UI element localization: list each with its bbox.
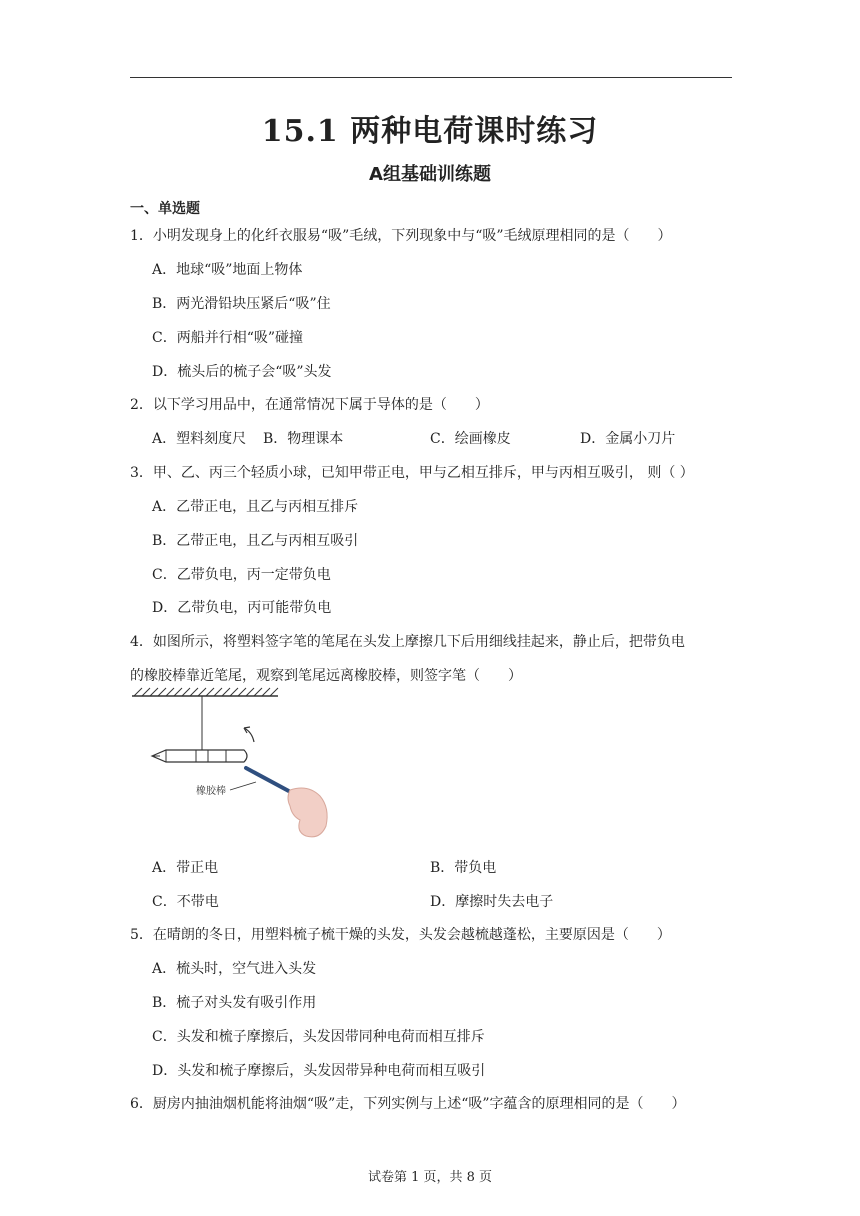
question-3-option-a: A．乙带正电，且乙与丙相互排斥 bbox=[152, 499, 359, 515]
question-2-option-a: A．塑料刻度尺 bbox=[152, 431, 247, 447]
question-5-option-a: A．梳头时，空气进入头发 bbox=[152, 961, 317, 977]
question-4-option-a: A．带正电 bbox=[152, 860, 219, 876]
question-4-option-b: B．带负电 bbox=[430, 860, 497, 876]
pen bbox=[152, 750, 247, 762]
question-2-option-b: B．物理课本 bbox=[263, 431, 344, 447]
question-6-stem: 6．厨房内抽油烟机能将油烟“吸”走，下列实例与上述“吸”字蕴含的原理相同的是（ ） bbox=[130, 1096, 686, 1112]
page-title: 15.1 两种电荷课时练习 bbox=[261, 114, 599, 149]
question-3-option-d: D．乙带负电，丙可能带负电 bbox=[152, 600, 332, 616]
page-subtitle: A组基础训练题 bbox=[369, 164, 491, 185]
question-5-stem: 5．在晴朗的冬日，用塑料梳子梳干燥的头发，头发会越梳越蓬松，主要原因是（ ） bbox=[130, 927, 671, 943]
question-4-stem-line-1: 4．如图所示，将塑料签字笔的笔尾在头发上摩擦几下后用细线挂起来，静止后，把带负电 bbox=[130, 634, 685, 650]
question-1-stem: 1．小明发现身上的化纤衣服易“吸”毛绒，下列现象中与“吸”毛绒原理相同的是（ ） bbox=[130, 228, 672, 244]
question-1-option-a: A．地球“吸”地面上物体 bbox=[152, 262, 303, 278]
question-4-option-d: D．摩擦时失去电子 bbox=[430, 894, 554, 910]
pen-rubber-rod-figure bbox=[130, 686, 350, 846]
question-3-option-c: C．乙带负电，丙一定带负电 bbox=[152, 567, 331, 583]
question-1-option-d: D．梳头后的梳子会“吸”头发 bbox=[152, 364, 332, 380]
page-footer: 试卷第 1 页，共 8 页 bbox=[367, 1170, 493, 1185]
question-5-option-d: D．头发和梳子摩擦后，头发因带异种电荷而相互吸引 bbox=[152, 1063, 486, 1079]
question-3-option-b: B．乙带正电，且乙与丙相互吸引 bbox=[152, 533, 359, 549]
section-heading: 一、单选题 bbox=[130, 201, 200, 217]
ceiling-hatch bbox=[132, 688, 278, 696]
header-rule bbox=[130, 77, 732, 78]
hand bbox=[288, 788, 327, 837]
question-1-option-c: C．两船并行相“吸”碰撞 bbox=[152, 330, 304, 346]
question-4-option-c: C．不带电 bbox=[152, 894, 219, 910]
question-5-option-b: B．梳子对头发有吸引作用 bbox=[152, 995, 317, 1011]
rubber-rod-label: 橡胶棒 bbox=[196, 786, 226, 797]
question-5-option-c: C．头发和梳子摩擦后，头发因带同种电荷而相互排斥 bbox=[152, 1029, 485, 1045]
question-2-option-d: D．金属小刀片 bbox=[580, 431, 676, 447]
question-1-option-b: B．两光滑铅块压紧后“吸”住 bbox=[152, 296, 331, 312]
question-2-option-c: C．绘画橡皮 bbox=[430, 431, 511, 447]
question-2-stem: 2．以下学习用品中，在通常情况下属于导体的是（ ） bbox=[130, 397, 489, 413]
question-3-stem: 3．甲、乙、丙三个轻质小球，已知甲带正电，甲与乙相互排斥，甲与丙相互吸引， 则（ ） bbox=[130, 465, 694, 481]
question-4-stem-line-2: 的橡胶棒靠近笔尾，观察到笔尾远离橡胶棒，则签字笔（ ） bbox=[130, 668, 522, 684]
